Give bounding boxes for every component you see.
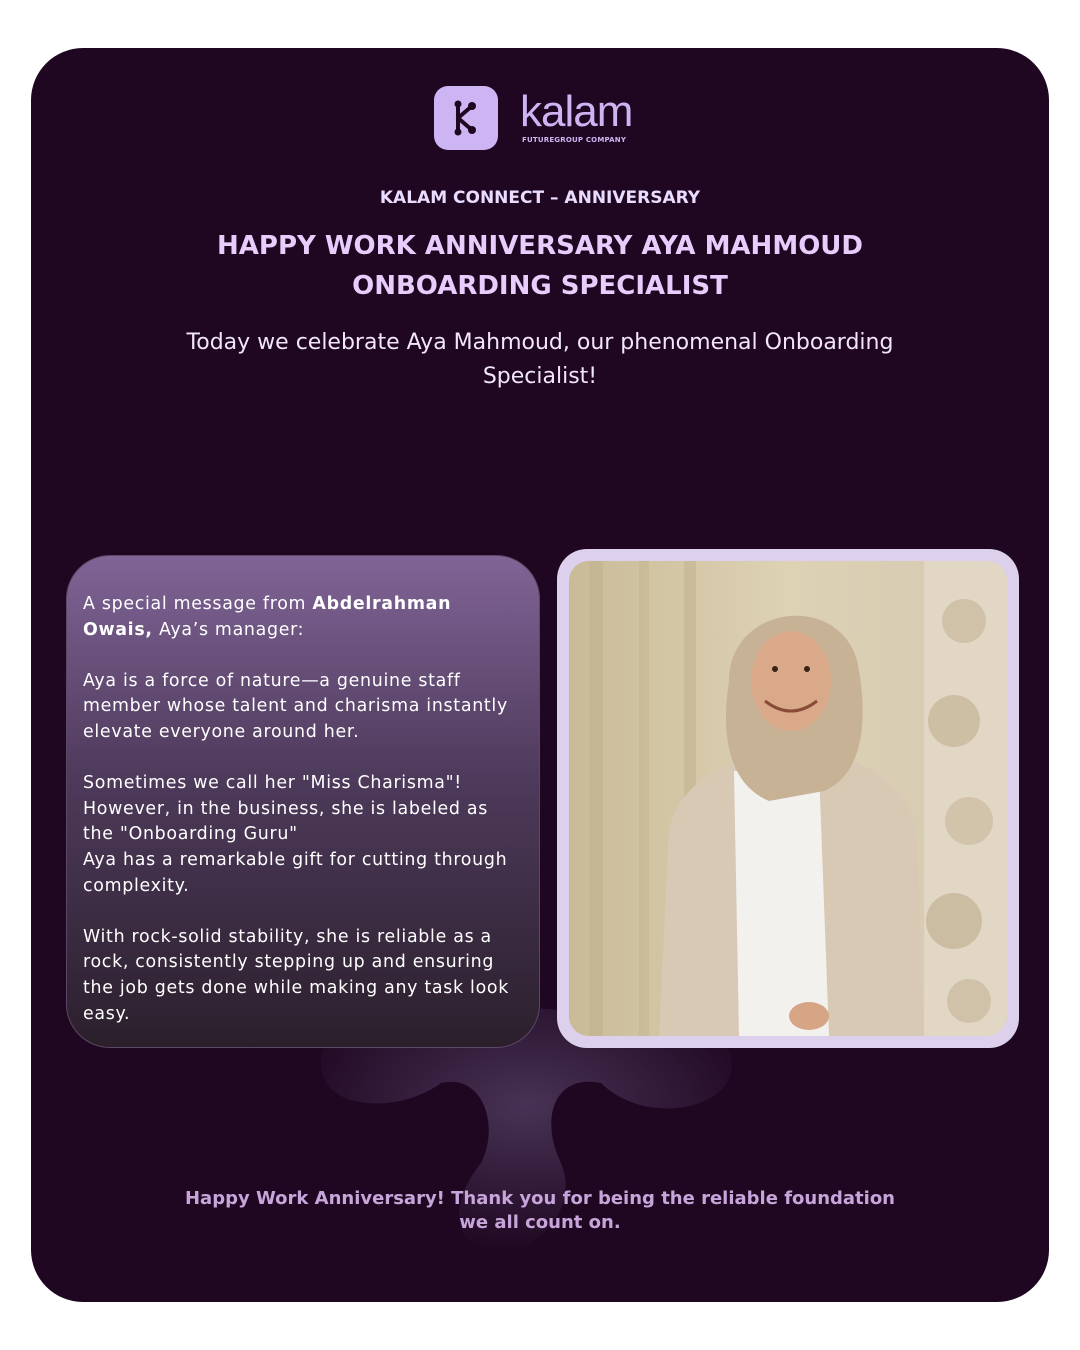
message-lead: A special message from Abdelrahman Owais, Aya’s manager: <box>83 594 452 640</box>
brand-tagline: FUTUREGROUP COMPANY <box>522 136 627 144</box>
headline-line-2: ONBOARDING SPECIALIST <box>352 271 728 301</box>
manager-message-panel <box>66 555 540 1048</box>
footer-message: Happy Work Anniversary! Thank you for being the reliable foundation we all count on. <box>184 1188 895 1233</box>
message-paragraph-3: With rock-solid stability, she is reliable as a rock, consistently stepping up and ensuring the job gets done while making any task look easy. <box>83 926 510 1024</box>
message-paragraph-2b: Aya has a remarkable gift for cutting through complexity. <box>83 849 508 896</box>
photo-frame <box>557 549 1019 1048</box>
headline <box>31 226 1049 306</box>
brand-wordmark: kalam <box>520 87 633 136</box>
message-paragraph-1: Aya is a force of nature—a genuine staff member whose talent and charisma instantly elevate everyone around her. <box>83 670 508 742</box>
intro-text: Today we celebrate Aya Mahmoud, our phenomenal Onboarding Specialist! <box>186 330 894 389</box>
portrait-photo <box>569 561 1007 1036</box>
manager-name: Abdelrahman Owais, <box>83 594 452 640</box>
kalam-logo-icon <box>434 86 498 150</box>
headline-line-1: HAPPY WORK ANNIVERSARY AYA MAHMOUD <box>217 231 863 261</box>
anniversary-card <box>31 48 1049 1302</box>
eyebrow-label: KALAM CONNECT – ANNIVERSARY <box>379 188 701 208</box>
message-paragraph-2a: Sometimes we call her "Miss Charisma"! However, in the business, she is labeled as the "Onboarding Guru" <box>83 773 489 845</box>
